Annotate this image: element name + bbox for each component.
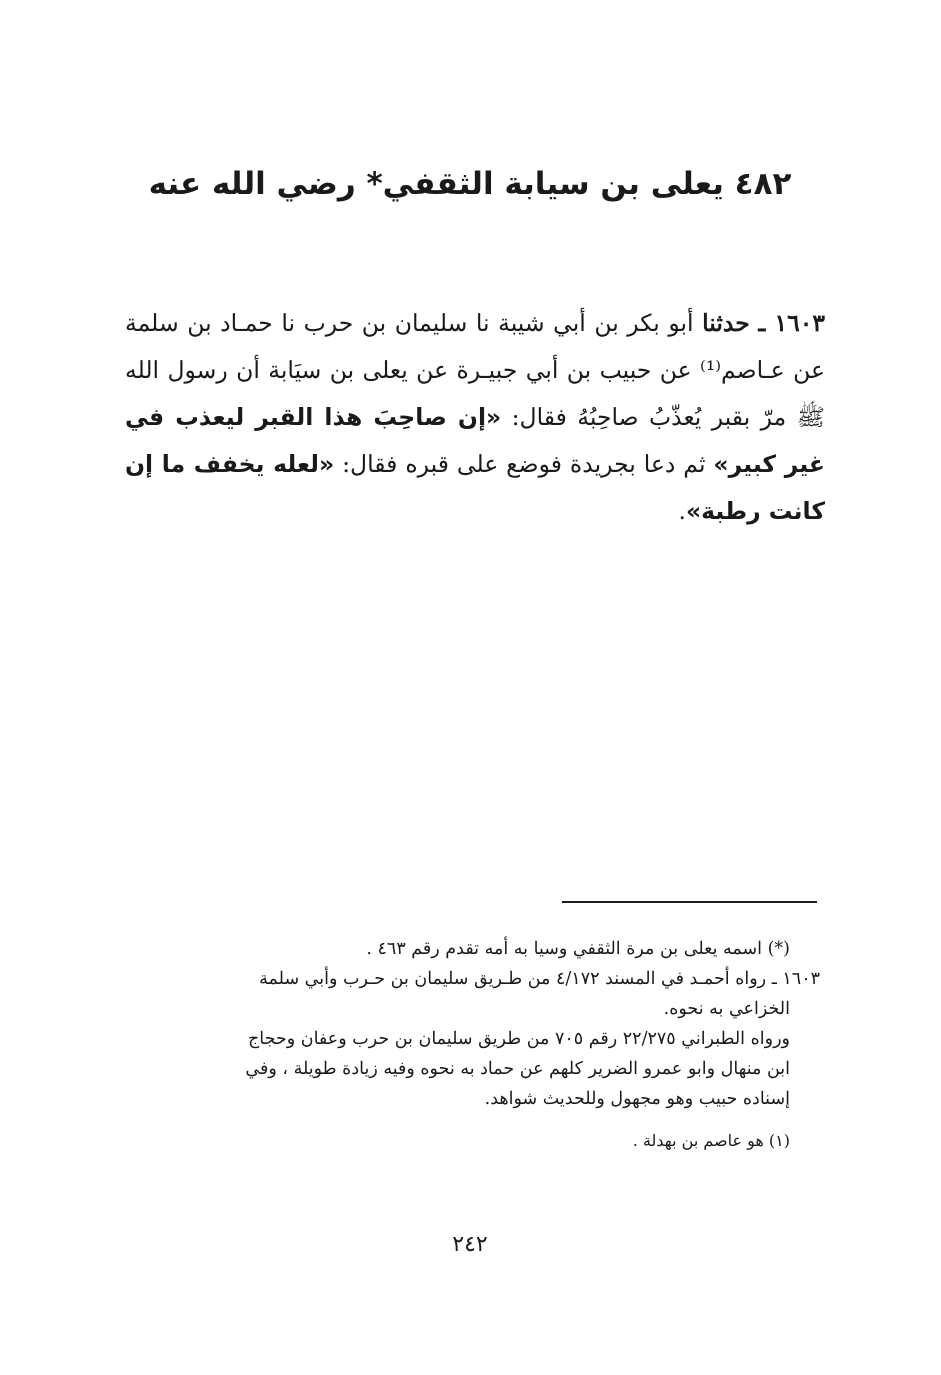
- hadith-lead: حدثنا: [702, 309, 750, 337]
- hadith-number: ١٦٠٣ ـ: [758, 309, 825, 337]
- footnote-1603-line-4: ابن منهال وابو عمرو الضرير كلهم عن حماد به نحوه وفيه زيادة طويلة ، وفي: [245, 1059, 790, 1079]
- hadith-chain: أبو بكر بن أبي شيبة نا سليمان بن حرب نا حمـاد بن سلمة عن عـاصم⁽¹⁾ عن حبيب بن أبي جبيـرة عن يعلى بن سيَابة أن رسول الله ﷺ مرّ بقبر يُعذّبُ صاحِبُهُ فقال:: [125, 309, 825, 431]
- footnote-1603-line-1: ١٦٠٣ ـ رواه أحمـد في المسند ٤/١٧٢ من طـريق سليمان بن حـرب وأبي سلمة: [259, 969, 820, 989]
- footnote-star: (*) اسمه يعلى بن مرة الثقفي وسيا به أمه تقدم رقم ٤٦٣ .: [366, 939, 790, 959]
- footnote-1: (١) هو عاصم بن بهدلة .: [632, 1131, 790, 1150]
- footnote-1603-line-3: ورواه الطبراني ٢٢/٢٧٥ رقم ٧٠٥ من طريق سليمان بن حرب وعفان وحجاج: [247, 1029, 790, 1049]
- hadith-end: .: [678, 497, 686, 525]
- footnotes: [130, 934, 820, 1156]
- hadith-middle: ثم دعا بجريدة فوضع على قبره فقال:: [342, 450, 706, 478]
- hadith-text: [125, 300, 825, 535]
- footnote-divider: [562, 901, 817, 903]
- footnote-1603-line-5: إسناده حبيب وهو مجهول وللحديث شواهد.: [484, 1089, 790, 1109]
- page-number: ٢٤٢: [452, 1232, 488, 1257]
- hadith-quote-1: «إن صاحِبَ هذا القبر ليعذب في غير كبير»: [125, 403, 825, 478]
- footnote-1603-line-2: الخزاعي به نحوه.: [663, 999, 790, 1019]
- hadith-quote-2: «لعله يخفف ما إن كانت رطبة»: [125, 450, 825, 525]
- chapter-title: ٤٨٢ يعلى بن سيابة الثقفي* رضي الله عنه: [148, 166, 792, 202]
